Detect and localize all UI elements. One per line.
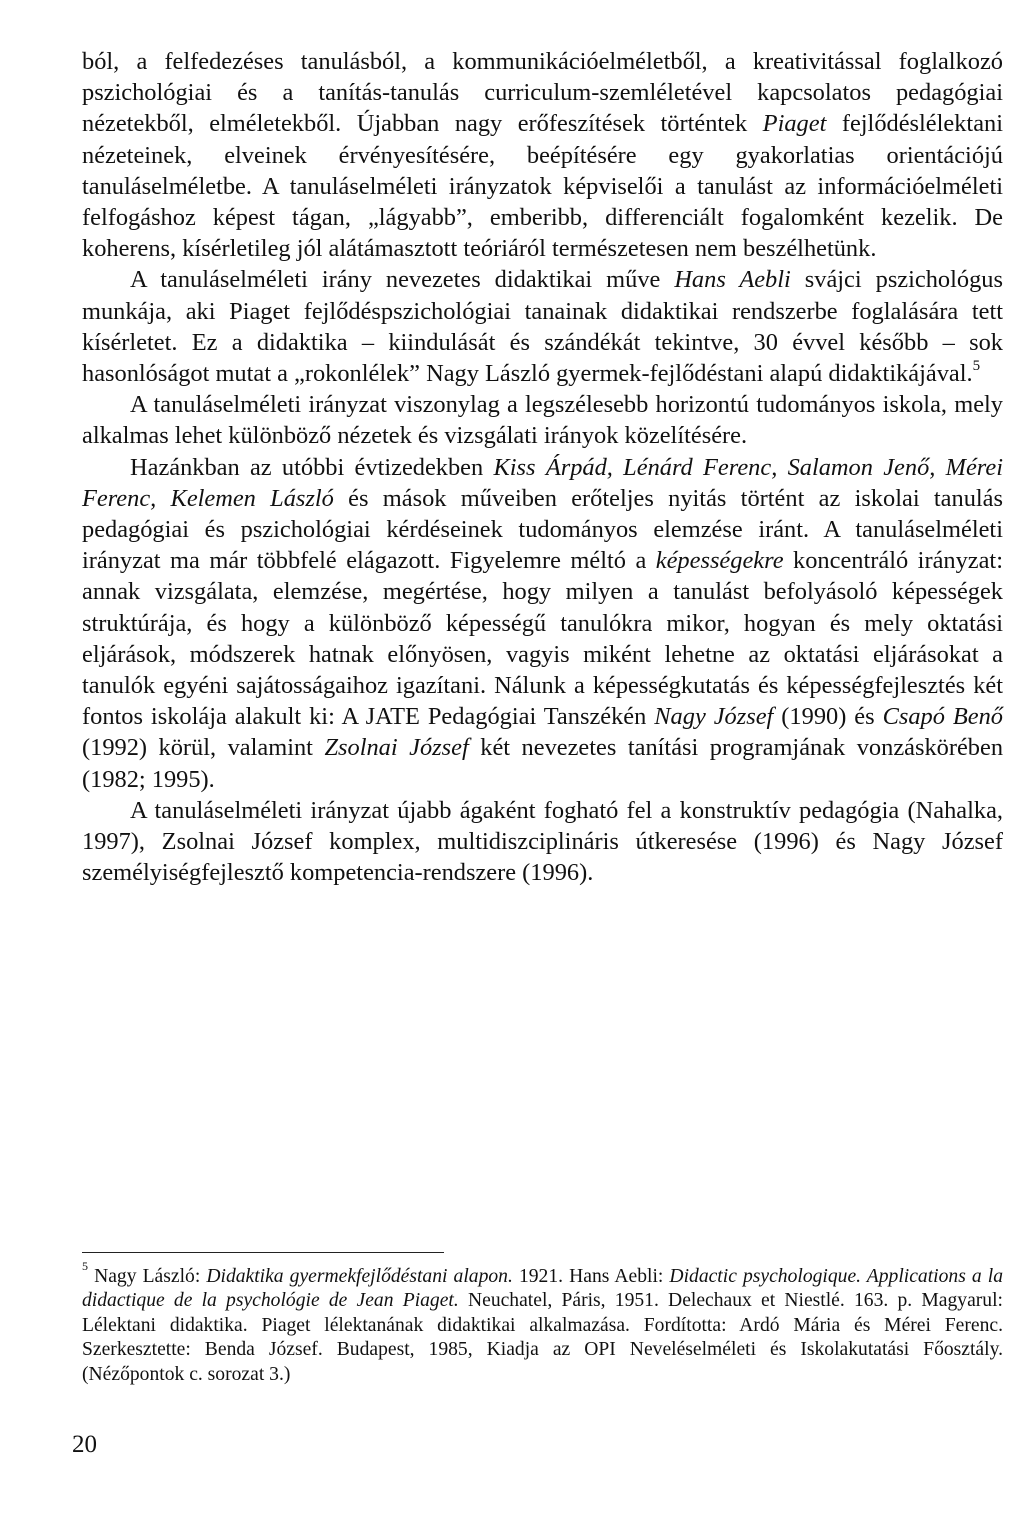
paragraph-5	[82, 795, 1003, 889]
paragraph-3	[82, 389, 1003, 451]
book-title: Didactic psychologique. Applications a la didactique de la psychológie de Jean Piaget.	[82, 1266, 1003, 1312]
footnote-marker: 5	[82, 1259, 88, 1274]
text-run: 1921. Hans Aebli:	[512, 1266, 670, 1287]
author-name: Piaget	[762, 110, 827, 138]
emphasis: képességekre	[655, 547, 784, 575]
text-run: Hazánkban az utóbbi évtizedekben	[130, 453, 494, 481]
paragraph-1	[82, 46, 1003, 264]
footnote-divider	[82, 1252, 444, 1253]
author-name: Hans Aebli	[674, 266, 791, 294]
text-run: (1990) és	[773, 703, 883, 731]
text-run: Neuchatel, Páris, 1951. Delechaux et Niestlé. 163. p. Magyarul: Lélektani didaktika. Piaget lélektanának didaktikai alkalmazása. Fordította: Ardó Mária és Mérei Ferenc. Szerkesztette: Benda József. Budapest, 1985, Kiadja az OPI Neveléselméleti és Iskolakutatási Főosztály. (Nézőpontok c. sorozat 3.)	[82, 1290, 1003, 1385]
page-body	[82, 46, 1003, 888]
paragraph-4	[82, 452, 1003, 795]
text-run: svájci pszichológus munkája, aki Piaget fejlődéspszichológiai tanainak didaktikai rendszerbe foglalására tett kísérletet. Ez a didaktika – kiindulását és szándékát tekintve, 30 évvel később – sok hasonlóságot mutat a „rokonlélek” Nagy László gyermek-fejlődéstani alapú didaktikájával.	[82, 266, 1003, 388]
author-names: Kiss Árpád, Lénárd Ferenc, Salamon Jenő, Mérei Ferenc, Kelemen László	[82, 453, 1003, 512]
text-run: fejlődéslélektani nézeteinek, elveinek érvényesítésére, beépítésére egy gyakorlatias orientációjú tanuláselméletbe. A tanuláselméleti irányzatok képviselői a tanulást az információelméleti felfogáshoz képest tágan, „lágyabb”, emberibb, differenciált fogalomként kezelik. De koherens, kísérletileg jól alátámasztott teóriáról természetesen nem beszélhetünk.	[82, 110, 1003, 263]
author-name: Nagy József	[654, 703, 774, 731]
text-run: A tanuláselméleti irányzat újabb ágaként fogható fel a konstruktív pedagógia (Nahalka, 1997), Zsolnai József komplex, multidiszciplináris útkeresése (1996) és Nagy József személyiségfejlesztő kompetencia-rendszere (1996).	[82, 796, 1003, 887]
author-name: Zsolnai József	[324, 734, 469, 762]
text-run: A tanuláselméleti irány nevezetes didaktikai műve	[130, 266, 675, 294]
book-title: Didaktika gyermekfejlődéstani alapon.	[206, 1266, 513, 1287]
text-run: koncentráló irányzat: annak vizsgálata, elemzése, megértése, hogy milyen a tanulást befolyásoló képességek struktúrája, és hogy a különböző képességű tanulókra mikor, hogyan és mely oktatási eljárások, módszerek hatnak előnyösen, vagyis miként lehetne az oktatási eljárásokat a tanulók egyéni sajátosságaihoz igazítani. Nálunk a képességkutatás és képességfejlesztés két fontos iskolája alakult ki: A JATE Pedagógiai Tanszékén	[82, 547, 1003, 731]
text-run: két nevezetes tanítási programjának vonzáskörében (1982; 1995).	[82, 734, 1004, 793]
footnote	[82, 1259, 1003, 1387]
author-name: Csapó Benő	[882, 703, 1004, 731]
text-run: A tanuláselméleti irányzat viszonylag a legszélesebb horizontú tudományos iskola, mely alkalmas lehet különböző nézetek és vizsgálati irányok közelítésére.	[82, 391, 1003, 450]
text-run: (1992) körül, valamint	[82, 734, 325, 762]
text-run: Nagy László:	[88, 1266, 207, 1287]
paragraph-2	[82, 264, 1003, 389]
page-number: 20	[72, 1431, 97, 1458]
footnote-reference[interactable]: 5	[972, 357, 981, 374]
text-run: és mások műveiben erőteljes nyitás történt az iskolai tanulás pedagógiai és pszichológiai kérdéseinek tudományos elemzése iránt. A tanuláselméleti irányzat ma már többfelé elágazott. Figyelemre méltó a	[82, 484, 1003, 575]
text-run: ból, a felfedezéses tanulásból, a kommunikációelméletből, a kreativitással foglalkozó pszichológiai és a tanítás-tanulás curriculum-szemléletével kapcsolatos pedagógiai nézetekből, elméletekből. Újabban nagy erőfeszítések történtek	[82, 48, 1003, 138]
